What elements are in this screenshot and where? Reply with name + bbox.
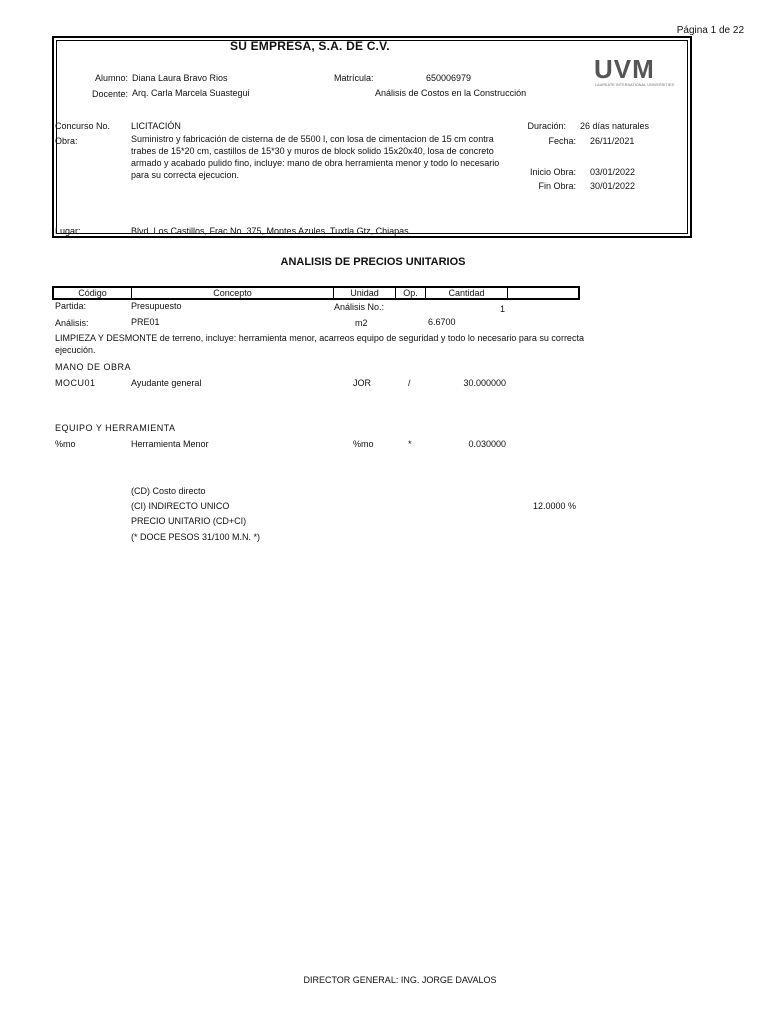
duracion-value: 26 días naturales xyxy=(580,121,650,131)
obra-description: Suministro y fabricación de cisterna de de 5500 l, con losa de cimentacion de 15 cm contra trabes de 15*20 cm, castillos de 15*30 y muros de block solido 15x20x40, losa de concreto armado y acabado pulido fino, incluye: mano de obra herramienta menor y todo lo necesario para su correcta ejecucion. xyxy=(131,134,500,180)
col-cantidad: Cantidad xyxy=(426,288,508,298)
equipo-op: * xyxy=(408,439,412,449)
analisis-label: Análisis: xyxy=(55,318,89,328)
document-title: ANALISIS DE PRECIOS UNITARIOS xyxy=(280,256,466,268)
total-cd-label: (CD) Costo directo xyxy=(131,486,206,496)
matricula-value: 650006979 xyxy=(426,73,472,83)
course-name: Análisis de Costos en la Construcción xyxy=(375,88,527,98)
analisis-quantity: 6.6700 xyxy=(428,317,456,327)
partida-label: Partida: xyxy=(55,301,87,311)
precio-unitario-label: PRECIO UNITARIO (CD+CI) xyxy=(131,516,247,526)
duracion-label: Duración: xyxy=(527,121,566,131)
section-mano-de-obra-title: MANO DE OBRA xyxy=(55,362,132,372)
inicio-value: 03/01/2022 xyxy=(590,167,636,177)
description-bold: LIMPIEZA Y DESMONTE xyxy=(55,333,158,343)
mano-de-obra-unit: JOR xyxy=(353,378,371,388)
lugar-label: Lugar: xyxy=(55,226,81,236)
matricula-label: Matrícula: xyxy=(334,73,374,83)
logo-tagline: LAUREATE INTERNATIONAL UNIVERSITIES xyxy=(595,83,675,87)
mano-de-obra-op: / xyxy=(408,378,411,388)
page-number: Página 1 de 22 xyxy=(676,25,744,36)
mano-de-obra-code: MOCU01 xyxy=(55,378,96,388)
section-equipo-title: EQUIPO Y HERRAMIENTA xyxy=(55,423,176,433)
fin-value: 30/01/2022 xyxy=(590,181,636,191)
equipo-concept: Herramienta Menor xyxy=(131,439,209,449)
equipo-quantity: 0.030000 xyxy=(468,439,506,449)
logo-mark: UVM xyxy=(594,54,655,84)
lugar-value: Blvd. Los Castillos, Frac No. 375, Montes Azules. Tuxtla Gtz, Chiapas xyxy=(131,226,409,236)
col-op: Op. xyxy=(396,288,426,298)
concurso-label: Concurso No. xyxy=(55,121,111,131)
col-concepto: Concepto xyxy=(132,288,334,298)
company-name: SU EMPRESA, S.A. DE C.V. xyxy=(230,39,390,53)
col-blank xyxy=(508,288,578,298)
description-rest: de terreno, incluye: herramienta menor, acarreos equipo de seguridad y todo lo necesario para su correcta ejecución. xyxy=(55,333,584,355)
obra-label: Obra: xyxy=(55,136,78,146)
mano-de-obra-concept: Ayudante general xyxy=(131,378,202,388)
analisis-no-label: Análisis No.: xyxy=(334,302,385,312)
column-header xyxy=(52,286,580,300)
inicio-label: Inicio Obra: xyxy=(529,167,576,177)
total-ci-label: (CI) INDIRECTO UNICO xyxy=(131,501,230,511)
uvm-logo xyxy=(594,56,676,92)
docente-value: Arq. Carla Marcela Suastegui xyxy=(132,88,250,98)
equipo-code: %mo xyxy=(55,439,76,449)
fecha-label: Fecha: xyxy=(548,136,576,146)
analysis-description xyxy=(55,332,585,356)
fin-label: Fin Obra: xyxy=(538,181,576,191)
docente-label: Docente: xyxy=(91,89,128,99)
alumno-value: Diana Laura Bravo Rios xyxy=(132,73,228,83)
footer-director: DIRECTOR GENERAL: ING. JORGE DAVALOS xyxy=(303,975,497,985)
amount-in-words: (* DOCE PESOS 31/100 M.N. *) xyxy=(131,532,261,542)
equipo-unit: %mo xyxy=(353,439,374,449)
col-codigo: Código xyxy=(54,288,132,298)
fecha-value: 26/11/2021 xyxy=(590,136,635,146)
col-unidad: Unidad xyxy=(334,288,396,298)
analisis-no-value: 1 xyxy=(500,304,506,314)
partida-value: Presupuesto xyxy=(131,301,182,311)
analisis-unit: m2 xyxy=(355,318,368,328)
analisis-code: PRE01 xyxy=(131,317,160,327)
alumno-label: Alumno: xyxy=(94,73,128,83)
concurso-value: LICITACIÓN xyxy=(131,121,181,131)
total-ci-value: 12.0000 % xyxy=(532,501,576,511)
mano-de-obra-quantity: 30.000000 xyxy=(463,378,506,388)
